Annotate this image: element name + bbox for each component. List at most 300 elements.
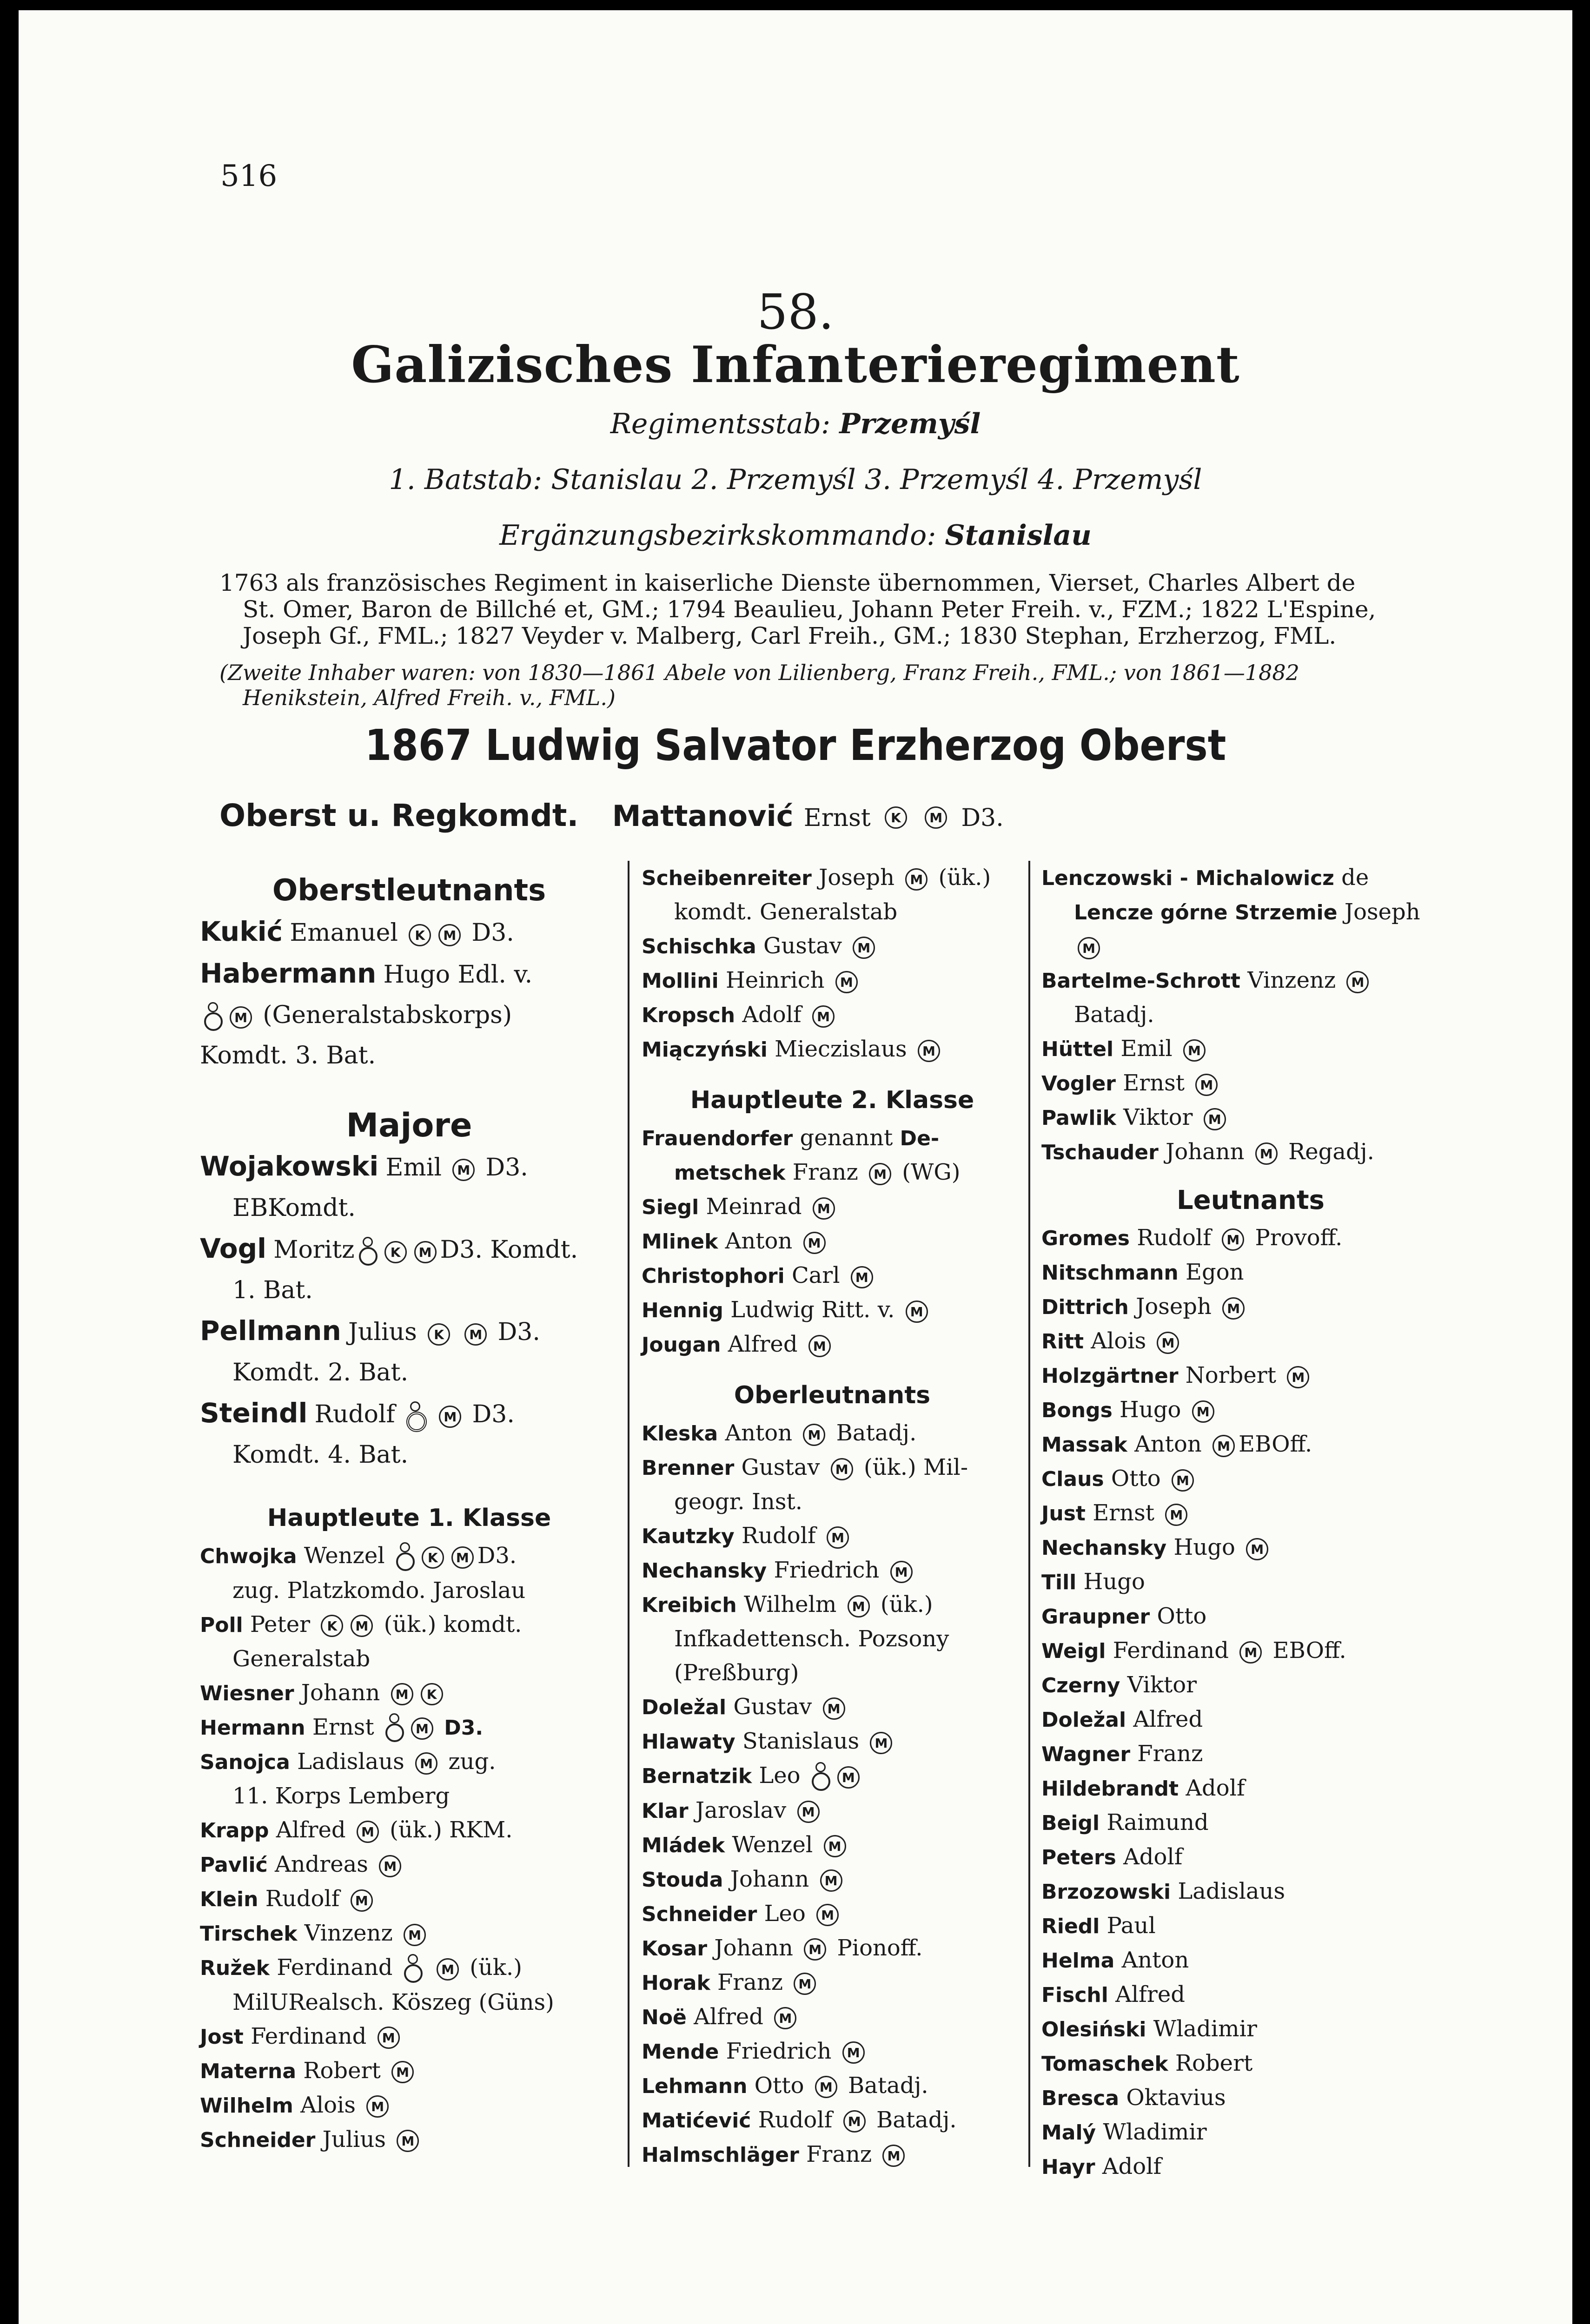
surname: Christophori	[642, 1264, 785, 1288]
surname: Helma	[1041, 1949, 1115, 1973]
m-medal-icon: M	[1157, 1332, 1179, 1354]
surname: Doležal	[1041, 1708, 1126, 1732]
entry-text: D3.	[444, 1716, 484, 1740]
surname: Tschauder	[1041, 1141, 1159, 1164]
entry-text: Batadj.	[1074, 1002, 1154, 1028]
list-item	[642, 1224, 1023, 1259]
cross-icon	[810, 1761, 831, 1794]
list-item	[1041, 1101, 1460, 1135]
entry-text: Joseph	[1136, 1294, 1212, 1320]
surname: Klar	[642, 1799, 689, 1823]
heading-oberstleutnants: Oberstleutnants	[272, 873, 546, 908]
list-item	[1041, 1531, 1460, 1565]
entry-text: D3.	[472, 1400, 515, 1428]
m-medal-icon: M	[415, 1752, 437, 1775]
list-item	[1041, 1135, 1460, 1169]
list-item	[1041, 1840, 1460, 1875]
list-item	[642, 1759, 1023, 1794]
list-item	[642, 1966, 1023, 2000]
regiment-commander	[219, 796, 1004, 834]
entry-text: Otto	[754, 2072, 804, 2099]
list-item	[200, 2088, 618, 2123]
staff-city: Przemyśl	[839, 408, 981, 440]
surname: Mlinek	[642, 1230, 718, 1254]
surname: Miączyński	[642, 1038, 768, 1062]
m-medal-icon: M	[882, 2145, 905, 2167]
surname: Frauendorfer	[642, 1127, 793, 1150]
entry-text: Adolf	[1102, 2153, 1162, 2179]
entry-text: Regadj.	[1288, 1139, 1374, 1165]
entry-text: 11. Korps Lemberg	[232, 1783, 450, 1809]
surname: Sanojca	[200, 1750, 290, 1774]
entry-text: Joseph	[819, 865, 894, 891]
entry-text: zug.	[448, 1749, 496, 1775]
list-item	[642, 998, 1023, 1032]
list-item-continued	[200, 1353, 618, 1393]
commander-first-name: Ernst	[803, 804, 871, 832]
m-medal-icon: M	[905, 868, 928, 891]
entry-text: Leo	[764, 1900, 806, 1927]
entry-text: Wenzel	[732, 1831, 813, 1858]
m-medal-icon: M	[835, 971, 858, 993]
k-order-icon: K	[885, 806, 907, 829]
m-medal-icon: M	[827, 1526, 849, 1549]
surname: Wiesner	[200, 1681, 294, 1705]
entry-text: Batadj.	[848, 2072, 928, 2099]
m-medal-icon: M	[797, 1801, 820, 1823]
list-item	[1041, 1290, 1460, 1324]
entry-text: Carl	[791, 1262, 840, 1288]
entry-text: (ük.)	[470, 1954, 522, 1981]
m-medal-icon: M	[804, 1938, 826, 1961]
entry-text: Alois	[1091, 1328, 1146, 1354]
surname: Hildebrandt	[1041, 1777, 1179, 1801]
k-order-icon: K	[421, 1683, 443, 1705]
m-medal-icon: M	[397, 2130, 419, 2152]
cross-swords-icon	[405, 1400, 425, 1433]
surname: metschek	[674, 1161, 786, 1185]
entry-text: Gustav	[763, 933, 842, 959]
m-medal-icon: M	[848, 1595, 870, 1618]
entry-text: Stanislaus	[742, 1728, 860, 1754]
entry-text: Paul	[1106, 1913, 1156, 1939]
entry-text: Gustav	[741, 1454, 820, 1480]
m-medal-icon: M	[774, 2007, 796, 2029]
entry-text: Alois	[300, 2092, 356, 2118]
entry-text: Ladislaus	[1178, 1878, 1285, 1904]
entry-text: D3. Komdt.	[440, 1236, 578, 1264]
list-item	[200, 1228, 618, 1270]
entry-text: Wladimir	[1153, 2016, 1257, 2042]
document-page	[19, 10, 1572, 2324]
entry-text: Johann	[1166, 1139, 1245, 1165]
entry-text: Ludwig Ritt. v.	[730, 1297, 895, 1323]
entry-text: Generalstab	[232, 1645, 371, 1672]
district-city: Stanislau	[945, 519, 1092, 552]
surname: Krapp	[200, 1819, 269, 1842]
list-item	[200, 1676, 618, 1710]
m-medal-icon: M	[437, 1958, 459, 1981]
list-item	[200, 1745, 618, 1779]
list-item-continued	[642, 1155, 1023, 1190]
m-medal-icon: M	[1192, 1400, 1214, 1423]
entry-text: D3.	[477, 1543, 517, 1569]
surname: Mládek	[642, 1833, 725, 1857]
list-item	[642, 964, 1023, 998]
entry-text: Moritz	[273, 1236, 355, 1264]
list-item	[642, 929, 1023, 964]
entry-text: Anton	[725, 1420, 793, 1446]
heading-majore: Majore	[346, 1106, 472, 1144]
entry-text: Komdt. 3. Bat.	[200, 1042, 376, 1070]
entry-text: Leo	[759, 1763, 801, 1789]
list-item	[200, 1311, 618, 1353]
note-line: (Zweite Inhaber waren: von 1830—1861 Abele von Lilienberg, Franz Freih., FML.; von 1861—1882	[219, 660, 1299, 685]
entry-text: Friedrich	[726, 2038, 832, 2064]
entry-text: Rudolf	[314, 1400, 395, 1428]
m-medal-icon: M	[452, 1159, 475, 1181]
surname: Schneider	[200, 2128, 316, 2152]
list-item	[1041, 1909, 1460, 1943]
entry-text: Komdt. 4. Bat.	[232, 1441, 409, 1469]
entry-text: Alfred	[1115, 1981, 1185, 2007]
list-item	[1041, 1324, 1460, 1359]
surname: Gromes	[1041, 1227, 1130, 1250]
history-line: St. Omer, Baron de Billché et, GM.; 1794 Beaulieu, Johann Peter Freih. v., FZM.; 1822 L'Espine,	[243, 596, 1376, 623]
list-item	[642, 2000, 1023, 2034]
entry-text: Friedrich	[774, 1557, 880, 1583]
surname: Stouda	[642, 1868, 723, 1892]
surname: Scheibenreiter	[642, 866, 812, 890]
column-left	[200, 861, 618, 2157]
entry-text: Anton	[1134, 1431, 1202, 1457]
surname: Schischka	[642, 935, 756, 958]
entry-text: Rudolf	[758, 2106, 833, 2133]
list-item	[1041, 1565, 1460, 1599]
list-item-continued	[200, 1779, 618, 1813]
entry-text: (ük.) Mil-	[864, 1454, 968, 1480]
entry-text: Julius	[348, 1318, 417, 1346]
list-item	[1041, 1634, 1460, 1668]
m-medal-icon: M	[379, 1855, 401, 1877]
cross-icon	[384, 1712, 404, 1745]
entry-text: Vinzenz	[1247, 967, 1336, 993]
surname: Siegl	[642, 1195, 699, 1219]
surname: Lencze górne Strzemie	[1074, 901, 1338, 924]
surname: Claus	[1041, 1467, 1104, 1491]
m-medal-icon: M	[1239, 1641, 1262, 1664]
surname: Holzgärtner	[1041, 1364, 1179, 1388]
surname: Hermann	[200, 1716, 305, 1740]
list-item	[200, 1539, 618, 1574]
surname: Jost	[200, 2025, 244, 2049]
list-item	[200, 1882, 618, 1916]
list-item	[200, 1393, 618, 1435]
m-medal-icon: M	[890, 1561, 913, 1583]
staff-label: Regimentsstab:	[610, 408, 831, 440]
list-item-continued	[642, 1622, 1023, 1656]
surname: Riedl	[1041, 1915, 1100, 1938]
heading-hauptleute-2: Hauptleute 2. Klasse	[690, 1086, 974, 1114]
list-item-continued	[200, 1642, 618, 1676]
m-medal-icon: M	[451, 1546, 474, 1569]
entry-text: (ük.)	[880, 1591, 933, 1618]
entry-text: D3.	[497, 1318, 540, 1346]
list-item	[1041, 1032, 1460, 1066]
list-item-continued	[642, 1656, 1023, 1690]
m-medal-icon: M	[1222, 1297, 1245, 1320]
list-item-continued	[200, 1270, 618, 1311]
entry-text: (ük.)	[938, 865, 991, 891]
m-medal-icon: M	[851, 1266, 873, 1288]
entry-text: Anton	[725, 1228, 793, 1254]
entry-text: 1. Bat.	[232, 1276, 313, 1304]
list-item	[642, 1794, 1023, 1828]
m-medal-icon: M	[1287, 1366, 1309, 1388]
m-medal-icon: M	[230, 1006, 252, 1029]
list-item-continued	[200, 1574, 618, 1608]
list-item	[1041, 1359, 1460, 1393]
surname: Bartelme-Schrott	[1041, 969, 1240, 993]
m-medal-icon: M	[906, 1301, 928, 1323]
entry-text: Wenzel	[304, 1543, 385, 1569]
surname: Fischl	[1041, 1983, 1108, 2007]
entry-text: Ernst	[1123, 1070, 1185, 1096]
list-item-continued	[1041, 930, 1460, 964]
entry-text: Infkadettensch. Pozsony	[674, 1626, 949, 1652]
heading-leutnants: Leutnants	[1177, 1185, 1325, 1215]
battalion-staffs: 1. Batstab: Stanislau 2. Przemyśl 3. Przemyśl 4. Przemyśl	[389, 463, 1202, 496]
entry-text: Pionoff.	[837, 1934, 923, 1961]
surname: Matićević	[642, 2108, 751, 2133]
list-item	[1041, 1943, 1460, 1978]
surname: Mende	[642, 2040, 719, 2064]
entry-text: Ferdinand	[1113, 1637, 1229, 1664]
m-medal-icon: M	[803, 1232, 826, 1254]
surname: Noë	[642, 2005, 687, 2029]
column-middle	[642, 861, 1023, 2172]
surname: Doležal	[642, 1696, 727, 1719]
surname: Kleska	[642, 1422, 718, 1446]
surname: Bresca	[1041, 2086, 1120, 2110]
entry-text: Jaroslav	[695, 1797, 787, 1823]
surname: Peters	[1041, 1846, 1116, 1869]
entry-text: Viktor	[1127, 1672, 1197, 1698]
m-medal-icon: M	[870, 1732, 892, 1754]
surname: Wagner	[1041, 1743, 1131, 1766]
entry-text: Mieczislaus	[775, 1036, 907, 1062]
surname: Ružek	[200, 1956, 270, 1980]
entry-text: de	[1341, 865, 1369, 891]
list-item	[642, 861, 1023, 895]
entry-text: Vinzenz	[304, 1920, 393, 1946]
m-medal-icon: M	[366, 2095, 389, 2118]
regiment-chef: 1867 Ludwig Salvator Erzherzog Oberst	[364, 720, 1226, 770]
list-item	[1041, 1066, 1460, 1101]
list-item-continued	[642, 895, 1023, 929]
list-item	[1041, 2150, 1460, 2184]
list-item	[642, 1897, 1023, 1931]
list-item	[642, 1327, 1023, 1362]
m-medal-icon: M	[831, 1458, 853, 1480]
m-medal-icon: M	[1204, 1108, 1226, 1130]
surname: Pavlić	[200, 1853, 268, 1877]
list-item-continued	[200, 1986, 618, 2020]
entry-text: Rudolf	[265, 1886, 340, 1912]
surname: Olesiński	[1041, 2018, 1146, 2041]
list-item	[642, 1190, 1023, 1224]
list-item	[200, 1848, 618, 1882]
surname: Steindl	[200, 1397, 308, 1429]
list-item	[200, 2123, 618, 2157]
m-medal-icon: M	[438, 924, 461, 946]
entry-text: Ladislaus	[297, 1749, 404, 1775]
entry-text: D3.	[471, 919, 514, 947]
list-item-continued	[200, 1188, 618, 1228]
commander-decoration: D3.	[961, 804, 1004, 832]
m-medal-icon: M	[378, 2027, 400, 2049]
surname: Horak	[642, 1971, 710, 1995]
entry-text: D3.	[485, 1154, 528, 1182]
entry-text: Egon	[1186, 1259, 1244, 1285]
column-divider	[628, 861, 629, 2167]
surname: Pawlik	[1041, 1106, 1116, 1130]
entry-text: Wilhelm	[743, 1591, 837, 1618]
entry-text: Norbert	[1185, 1362, 1277, 1388]
surname: Brzozowski	[1041, 1880, 1171, 1904]
surname: Klein	[200, 1888, 258, 1911]
surname: De-	[900, 1127, 940, 1150]
entry-text: Adolf	[1186, 1775, 1245, 1801]
surname: Hlawaty	[642, 1730, 735, 1754]
surname: Schneider	[642, 1902, 757, 1926]
list-item	[642, 1259, 1023, 1293]
m-medal-icon: M	[823, 1697, 845, 1720]
list-item	[200, 911, 618, 953]
entry-text: Franz	[717, 1969, 783, 1995]
entry-text: MilURealsch. Köszeg (Güns)	[232, 1989, 554, 2015]
surname: Weigl	[1041, 1639, 1106, 1663]
list-item	[1041, 2047, 1460, 2081]
list-item	[1041, 964, 1460, 998]
entry-text: Franz	[806, 2141, 872, 2167]
list-item	[642, 1690, 1023, 1724]
entry-text: EBOff.	[1272, 1637, 1346, 1664]
k-order-icon: K	[422, 1546, 444, 1569]
list-item	[642, 1451, 1023, 1485]
surname: Nechansky	[1041, 1536, 1167, 1560]
cross-icon	[358, 1236, 378, 1268]
entry-text: Ernst	[312, 1714, 374, 1740]
surname: Malý	[1041, 2121, 1096, 2145]
m-medal-icon: M	[1222, 1228, 1244, 1251]
entry-text: Adolf	[1123, 1844, 1183, 1870]
entry-text: Robert	[303, 2057, 381, 2084]
list-item	[642, 1519, 1023, 1553]
list-item	[642, 2069, 1023, 2103]
list-item-continued	[200, 1435, 618, 1475]
m-medal-icon: M	[351, 1889, 373, 1912]
surname: Kukić	[200, 916, 283, 947]
entry-text: Alfred	[276, 1817, 346, 1843]
surname: Vogler	[1041, 1072, 1116, 1096]
district-label: Ergänzungsbezirkskommando:	[499, 519, 936, 552]
surname: Wojakowski	[200, 1150, 379, 1182]
surname: Kropsch	[642, 1004, 735, 1027]
surname: Jougan	[642, 1333, 721, 1357]
entry-text: Alfred	[694, 2003, 764, 2030]
entry-text: Hugo	[1083, 1569, 1145, 1595]
entry-text: Otto	[1111, 1466, 1161, 1492]
list-item	[1041, 1427, 1460, 1462]
surname: Mollini	[642, 969, 719, 993]
list-item	[200, 1146, 618, 1188]
surname: Lehmann	[642, 2074, 748, 2098]
entry-text: komdt. Generalstab	[674, 899, 898, 925]
list-item-continued	[200, 1036, 618, 1076]
entry-text: Robert	[1175, 2050, 1253, 2076]
m-medal-icon: M	[816, 1904, 839, 1926]
entry-text: Ferdinand	[277, 1954, 393, 1981]
m-medal-icon: M	[1246, 1538, 1268, 1560]
surname: Hayr	[1041, 2155, 1095, 2179]
entry-text: Raimund	[1106, 1809, 1209, 1835]
list-item	[1041, 1496, 1460, 1531]
entry-text: EBKomdt.	[232, 1194, 356, 1222]
list-item	[642, 2034, 1023, 2069]
entry-text: Rudolf	[741, 1523, 816, 1549]
second-owners-note	[219, 660, 1447, 710]
list-item	[642, 1588, 1023, 1622]
list-item-continued	[642, 1485, 1023, 1519]
entry-text: Joseph	[1344, 899, 1420, 925]
entry-text: genannt	[800, 1125, 893, 1151]
entry-text: Oktavius	[1126, 2085, 1226, 2111]
heading-hauptleute-1: Hauptleute 1. Klasse	[267, 1504, 551, 1532]
note-line: Henikstein, Alfred Freih. v., FML.)	[243, 685, 616, 710]
surname: Materna	[200, 2059, 297, 2083]
m-medal-icon: M	[803, 1424, 825, 1446]
m-medal-icon: M	[794, 1973, 816, 1995]
list-item-continued	[200, 995, 618, 1036]
m-medal-icon: M	[815, 2076, 837, 2098]
entry-text: Otto	[1157, 1603, 1207, 1629]
list-item	[1041, 1875, 1460, 1909]
commander-label: Oberst u. Regkomdt.	[219, 798, 579, 833]
entry-text: Emil	[385, 1154, 442, 1182]
surname: Poll	[200, 1613, 243, 1637]
entry-text: EBOff.	[1239, 1431, 1312, 1457]
list-item	[1041, 2081, 1460, 2115]
list-item	[642, 1862, 1023, 1897]
list-item	[1041, 1771, 1460, 1806]
commander-name: Mattanović	[612, 799, 794, 833]
list-item	[1041, 2115, 1460, 2150]
list-item	[1041, 1668, 1460, 1703]
surname: Brenner	[642, 1456, 735, 1480]
m-medal-icon: M	[1183, 1039, 1206, 1062]
entry-text: Viktor	[1123, 1104, 1193, 1130]
entry-text: Rudolf	[1137, 1225, 1211, 1251]
entry-text: Andreas	[274, 1851, 368, 1877]
m-medal-icon: M	[869, 1163, 891, 1185]
entry-text: Batadj.	[876, 2106, 957, 2133]
list-item	[642, 2103, 1023, 2138]
entry-text: Franz	[792, 1159, 858, 1185]
history-line: 1763 als französisches Regiment in kaiserliche Dienste übernommen, Vierset, Charles Albert de	[219, 569, 1356, 596]
entry-text: Wladimir	[1103, 2119, 1207, 2145]
list-item	[642, 1416, 1023, 1451]
